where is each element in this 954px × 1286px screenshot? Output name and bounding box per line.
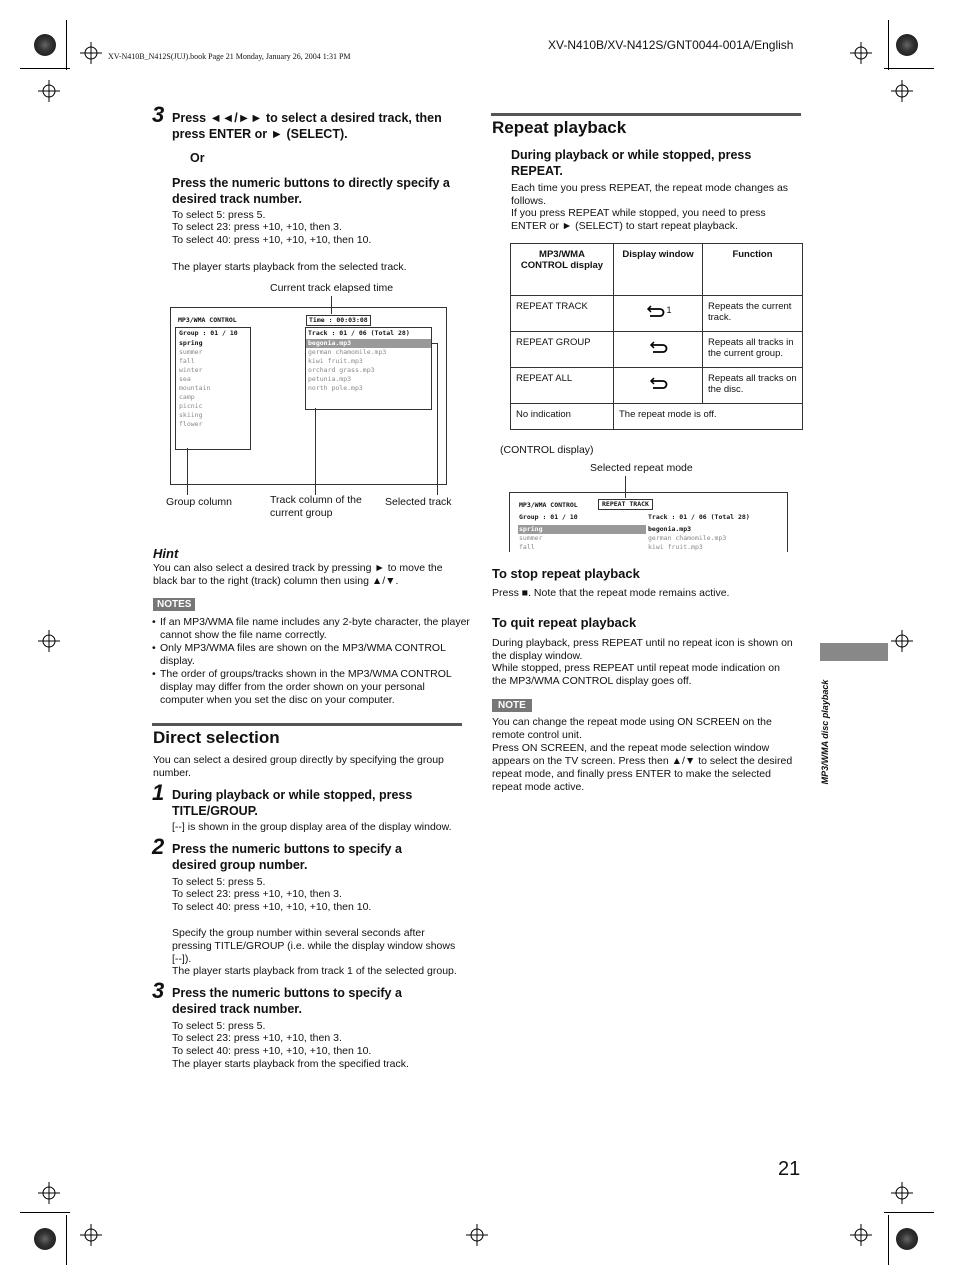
function-cell: Repeats the current track. — [703, 296, 803, 332]
registration-disc-icon — [896, 34, 918, 56]
table-row — [511, 332, 803, 368]
table-row — [511, 368, 803, 404]
crop-mark — [66, 20, 67, 70]
group-item: picnic — [179, 402, 203, 410]
repeat-playback-title: Repeat playback — [492, 118, 627, 137]
track-item-selected: begonia.mp3 — [306, 339, 431, 348]
label-track-column: Track column of the current group — [270, 494, 362, 519]
note-item: • The order of groups/tracks shown in the MP3/WMA CONTROL display may differ from the order shown on your personal computer when you set the disc on your computer. — [160, 668, 470, 707]
hint-text: You can also select a desired track by pressing ► to move the black bar to the right (track) column then using ▲/▼. — [153, 562, 443, 587]
track-item: kiwi fruit.mp3 — [308, 357, 363, 365]
crop-mark — [66, 1215, 67, 1265]
display-title: MP3/WMA CONTROL — [178, 316, 237, 324]
step-number: 3 — [152, 102, 165, 127]
label-group-column: Group column — [166, 496, 232, 508]
select-line: To select 23: press +10, +10, then 3. — [172, 221, 342, 233]
step-instruction-alt: Press the numeric buttons to directly specify a desired track number. — [172, 176, 450, 206]
track-item: petunia.mp3 — [308, 375, 352, 383]
crosshair-icon — [466, 1224, 488, 1246]
notes-list — [152, 616, 470, 707]
select-line: To select 5: press 5. — [172, 209, 266, 221]
step-instruction: During playback or while stopped, press TITLE/GROUP. — [172, 788, 413, 818]
track-column — [305, 327, 432, 410]
note-text: Press ON SCREEN, and the repeat mode selection window appears on the TV screen. Press then ▲/▼ to select the desired repeat mode, and finally press ENTER to make the selected repeat mode active. — [492, 742, 793, 793]
side-tab-bar — [820, 643, 888, 661]
repeat-mode-table — [510, 243, 803, 430]
select-line: To select 40: press +10, +10, +10, then 10. — [172, 901, 372, 913]
page-number: 21 — [778, 1158, 801, 1180]
crop-mark — [888, 20, 889, 70]
table-row — [511, 296, 803, 332]
model-number: XV-N410B/XV-N412S/GNT0044-001A/English — [548, 38, 794, 52]
crosshair-icon — [891, 630, 913, 652]
note-item: • If an MP3/WMA file name includes any 2-byte character, the player cannot show the file name correctly. — [160, 616, 470, 642]
crosshair-icon — [850, 42, 872, 64]
select-line: The player starts playback from the specified track. — [172, 1058, 409, 1070]
track-item: german chamomile.mp3 — [648, 534, 727, 542]
group-header: Group : 01 / 10 — [519, 513, 578, 521]
group-item: winter — [179, 366, 203, 374]
crosshair-icon — [80, 1224, 102, 1246]
mode-cell: REPEAT ALL — [511, 368, 614, 404]
repeat-para: If you press REPEAT while stopped, you need to press ENTER or ► (SELECT) to start repeat playback. — [511, 207, 766, 232]
select-line: To select 40: press +10, +10, +10, then 10. — [172, 234, 372, 246]
step-number: 1 — [152, 780, 165, 805]
crosshair-icon — [38, 630, 60, 652]
group-column — [175, 327, 251, 450]
function-cell: The repeat mode is off. — [614, 404, 803, 430]
mode-cell: REPEAT TRACK — [511, 296, 614, 332]
crop-mark — [884, 68, 934, 69]
mini-control-display — [509, 492, 788, 552]
notes-badge: NOTES — [153, 598, 195, 611]
quit-repeat-text: During playback, press REPEAT until no repeat icon is shown on the display window. — [492, 637, 793, 662]
select-line: To select 23: press +10, +10, then 3. — [172, 888, 342, 900]
pointer-line — [187, 448, 188, 495]
step-number: 3 — [152, 978, 165, 1003]
section-rule — [491, 113, 801, 116]
table-header: Display window — [614, 244, 703, 296]
step-instruction: Press ◄◄/►► to select a desired track, then press ENTER or ► (SELECT). — [172, 111, 442, 141]
crop-mark — [20, 68, 70, 69]
crosshair-icon — [891, 1182, 913, 1204]
repeat-one-icon — [644, 305, 666, 319]
track-item: orchard grass.mp3 — [308, 366, 375, 374]
stop-repeat-text: Press ■. Note that the repeat mode remains active. — [492, 587, 730, 599]
book-info: XV-N410B_N412S(JUJ).book Page 21 Monday, January 26, 2004 1:31 PM — [108, 52, 351, 61]
pointer-line — [315, 408, 316, 495]
table-header: MP3/WMA CONTROL display — [511, 244, 614, 296]
group-item: flower — [179, 420, 203, 428]
registration-disc-icon — [34, 34, 56, 56]
crop-mark — [884, 1212, 934, 1213]
crosshair-icon — [891, 80, 913, 102]
crosshair-icon — [38, 80, 60, 102]
track-item: kiwi fruit.mp3 — [648, 543, 703, 551]
quit-repeat-title: To quit repeat playback — [492, 615, 637, 630]
quit-repeat-text: While stopped, press REPEAT until repeat mode indication on the MP3/WMA CONTROL display goes off. — [492, 662, 780, 687]
function-cell: Repeats all tracks on the disc. — [703, 368, 803, 404]
registration-disc-icon — [34, 1228, 56, 1250]
group-header: Group : 01 / 10 — [179, 329, 238, 337]
step-detail: Specify the group number within several seconds after pressing TITLE/GROUP (i.e. while the display window shows [--]). — [172, 927, 456, 965]
repeat-icon — [647, 377, 669, 391]
table-header: Function — [703, 244, 803, 296]
group-item: fall — [519, 543, 535, 551]
group-item: sea — [179, 375, 191, 383]
direct-selection-title: Direct selection — [153, 728, 280, 747]
stop-repeat-title: To stop repeat playback — [492, 566, 640, 581]
repeat-lead: During playback or while stopped, press REPEAT. — [511, 148, 752, 178]
label-elapsed-time: Current track elapsed time — [270, 282, 394, 294]
crosshair-icon — [850, 1224, 872, 1246]
select-line: To select 5: press 5. — [172, 876, 266, 888]
direct-intro: You can select a desired group directly by specifying the group number. — [153, 754, 444, 779]
display-title: MP3/WMA CONTROL — [519, 501, 578, 509]
track-header: Track : 01 / 06 (Total 28) — [308, 329, 410, 337]
mode-cell: No indication — [511, 404, 614, 430]
table-header-row — [511, 244, 803, 296]
selected-repeat-label: Selected repeat mode — [590, 462, 693, 474]
group-item: summer — [179, 348, 203, 356]
playback-note: The player starts playback from the selected track. — [172, 261, 407, 273]
side-tab-label: MP3/WMA disc playback — [820, 679, 830, 785]
repeat-icon — [647, 341, 669, 355]
select-line: To select 5: press 5. — [172, 1020, 266, 1032]
track-item-selected: begonia.mp3 — [648, 525, 692, 533]
select-line: To select 40: press +10, +10, +10, then 10. — [172, 1045, 372, 1057]
pointer-line — [431, 343, 438, 344]
elapsed-time: Time : 00:03:08 — [306, 315, 371, 326]
icon-cell — [614, 368, 703, 404]
track-item: north pole.mp3 — [308, 384, 363, 392]
track-header: Track : 01 / 06 (Total 28) — [648, 513, 750, 521]
step-instruction: Press the numeric buttons to specify a desired group number. — [172, 842, 402, 872]
group-item: mountain — [179, 384, 211, 392]
group-item: fall — [179, 357, 195, 365]
group-item-selected: spring — [179, 339, 203, 347]
section-rule — [152, 723, 462, 726]
mode-cell: REPEAT GROUP — [511, 332, 614, 368]
step-detail: The player starts playback from track 1 of the selected group. — [172, 965, 457, 977]
group-item: skiing — [179, 411, 203, 419]
group-item-selected: spring — [518, 525, 646, 534]
function-cell: Repeats all tracks in the current group. — [703, 332, 803, 368]
note-text: You can change the repeat mode using ON SCREEN on the remote control unit. — [492, 716, 772, 741]
step-detail: [--] is shown in the group display area of the display window. — [172, 821, 452, 833]
note-item: • Only MP3/WMA files are shown on the MP3/WMA CONTROL display. — [160, 642, 470, 668]
icon-cell — [614, 296, 703, 332]
step-instruction: Press the numeric buttons to specify a desired track number. — [172, 986, 402, 1016]
table-row — [511, 404, 803, 430]
repeat-one-suffix: 1 — [666, 305, 672, 315]
crosshair-icon — [38, 1182, 60, 1204]
hint-title: Hint — [153, 546, 179, 561]
control-display-screen — [170, 307, 447, 485]
pointer-line — [437, 343, 438, 495]
repeat-mode-indicator: REPEAT TRACK — [598, 499, 653, 510]
crop-mark — [20, 1212, 70, 1213]
icon-cell — [614, 332, 703, 368]
crosshair-icon — [80, 42, 102, 64]
crop-mark — [888, 1215, 889, 1265]
registration-disc-icon — [896, 1228, 918, 1250]
group-item: summer — [519, 534, 543, 542]
repeat-para: Each time you press REPEAT, the repeat mode changes as follows. — [511, 182, 789, 207]
label-selected-track: Selected track — [385, 496, 452, 508]
or-label: Or — [190, 151, 205, 165]
track-item: german chamomile.mp3 — [308, 348, 387, 356]
note-badge: NOTE — [492, 699, 532, 712]
step-number: 2 — [152, 834, 165, 859]
control-display-label: (CONTROL display) — [500, 444, 594, 456]
group-item: camp — [179, 393, 195, 401]
select-line: To select 23: press +10, +10, then 3. — [172, 1032, 342, 1044]
